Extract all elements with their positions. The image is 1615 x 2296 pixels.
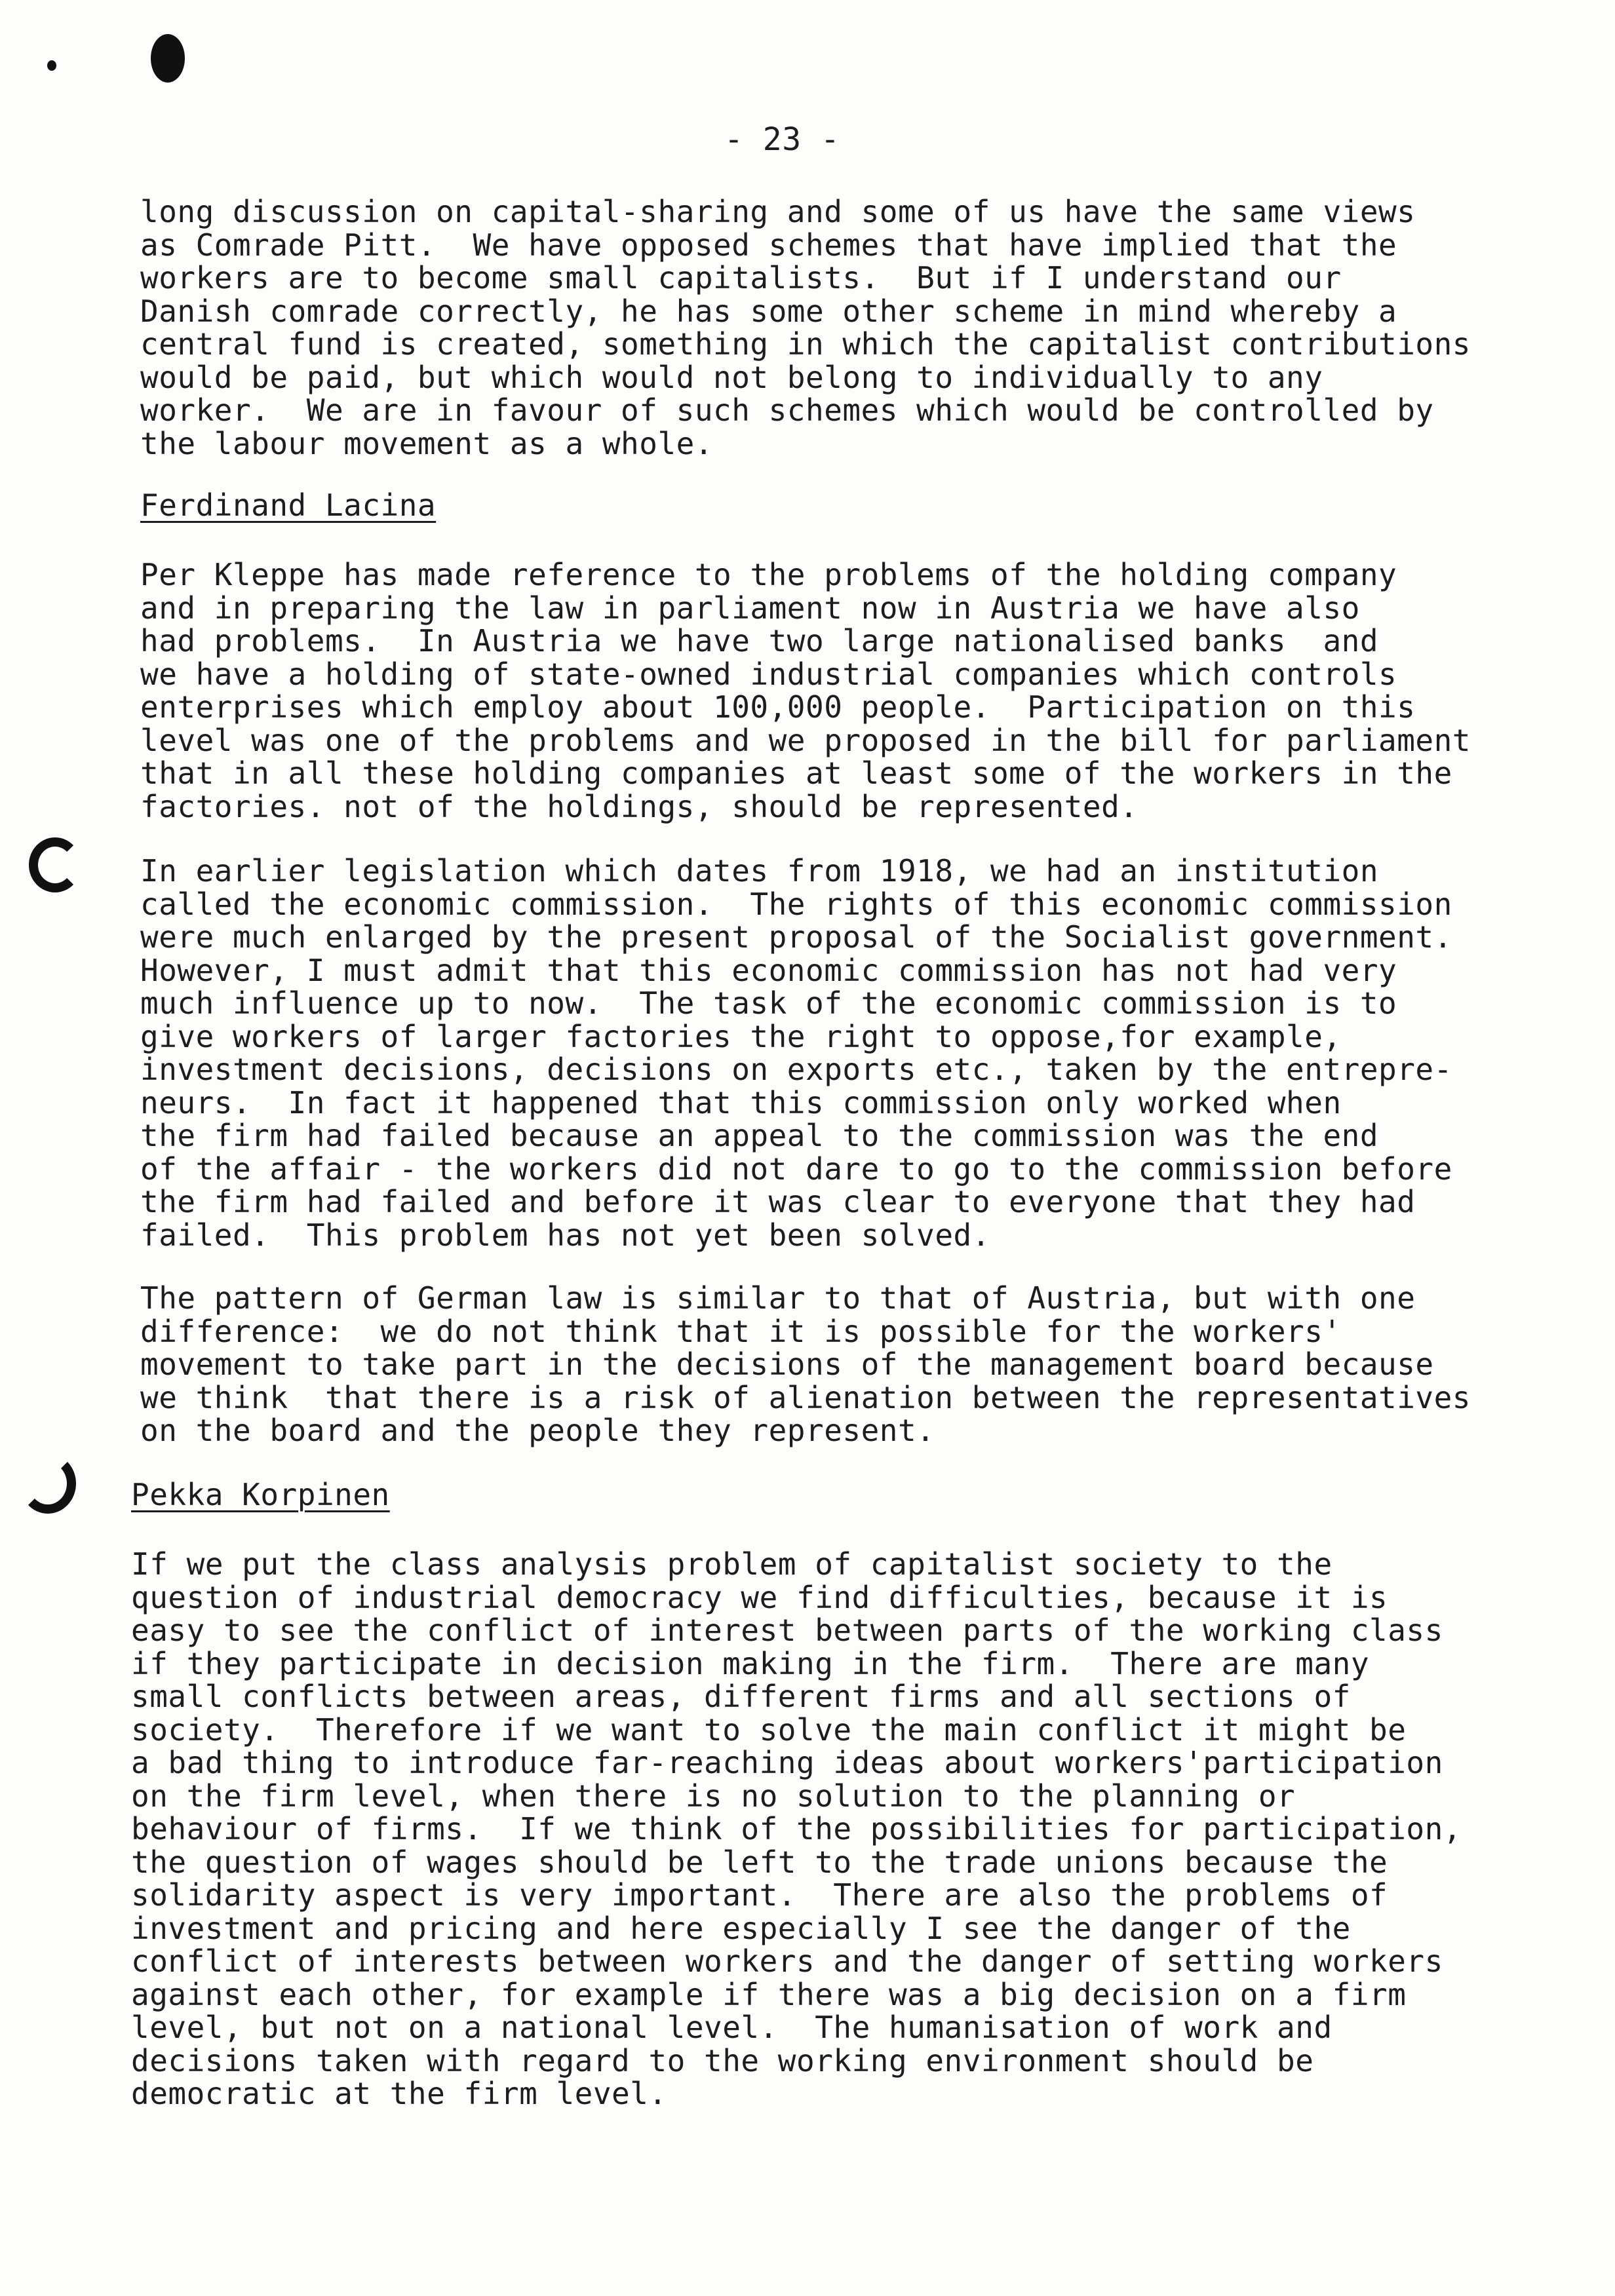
- text-line: the labour movement as a whole.: [140, 425, 714, 461]
- text-line: decisions taken with regard to the working environment should be: [131, 2042, 1314, 2078]
- lacina-paragraph-2: [140, 854, 1549, 1252]
- text-line: central fund is created, something in which the capitalist contributions: [140, 326, 1471, 362]
- speaker-heading-lacina: Ferdinand Lacina: [140, 488, 437, 523]
- text-line: failed. This problem has not yet been solved.: [140, 1217, 990, 1253]
- text-line: we have a holding of state-owned industrial companies which controls: [140, 656, 1397, 692]
- text-line: we think that there is a risk of alienation between the representatives: [140, 1379, 1471, 1415]
- text-line: investment decisions, decisions on exports etc., taken by the entrepre-: [140, 1052, 1452, 1087]
- binder-hole-mark: [29, 837, 81, 892]
- text-line: Per Kleppe has made reference to the problems of the holding company: [140, 557, 1397, 592]
- text-line: long discussion on capital-sharing and some of us have the same views: [140, 194, 1416, 229]
- text-line: against each other, for example if there was a big decision on a firm: [131, 1976, 1407, 2012]
- intro-paragraph: [140, 195, 1549, 460]
- punch-hole-mark: [47, 60, 56, 71]
- text-line: on the board and the people they represent.: [140, 1413, 935, 1448]
- binder-hole-mark: [20, 1453, 76, 1514]
- text-line: a bad thing to introduce far-reaching ideas about workers'participation: [131, 1745, 1443, 1780]
- text-line: investment and pricing and here especially I see the danger of the: [131, 1910, 1351, 1946]
- text-line: on the firm level, when there is no solution to the planning or: [131, 1778, 1296, 1814]
- text-line: Danish comrade correctly, he has some other scheme in mind whereby a: [140, 293, 1397, 329]
- text-line: worker. We are in favour of such schemes which would be controlled by: [140, 392, 1434, 428]
- text-line: and in preparing the law in parliament now in Austria we have also: [140, 590, 1360, 626]
- lacina-paragraph-1: [140, 558, 1549, 823]
- text-line: question of industrial democracy we find difficulties, because it is: [131, 1579, 1388, 1615]
- text-line: conflict of interests between workers and the danger of setting workers: [131, 1943, 1443, 1979]
- text-line: easy to see the conflict of interest between parts of the working class: [131, 1613, 1443, 1648]
- text-line: movement to take part in the decisions of the management board because: [140, 1347, 1434, 1382]
- text-line: that in all these holding companies at least some of the workers in the: [140, 756, 1452, 791]
- text-line: called the economic commission. The rights of this economic commission: [140, 886, 1452, 922]
- text-line: the firm had failed because an appeal to the commission was the end: [140, 1118, 1379, 1153]
- text-line: much influence up to now. The task of the economic commission is to: [140, 985, 1397, 1021]
- text-line: difference: we do not think that it is possible for the workers': [140, 1313, 1342, 1349]
- text-line: However, I must admit that this economic commission has not had very: [140, 952, 1397, 988]
- text-line: The pattern of German law is similar to that of Austria, but with one: [140, 1280, 1416, 1316]
- text-line: neurs. In fact it happened that this commission only worked when: [140, 1084, 1342, 1120]
- speaker-heading-korpinen: Pekka Korpinen: [131, 1477, 390, 1512]
- text-line: small conflicts between areas, different firms and all sections of: [131, 1679, 1351, 1714]
- text-line: as Comrade Pitt. We have opposed schemes that have implied that the: [140, 227, 1397, 263]
- text-line: level, but not on a national level. The humanisation of work and: [131, 2010, 1333, 2045]
- text-line: democratic at the firm level.: [131, 2076, 667, 2111]
- text-line: if they participate in decision making in the firm. There are many: [131, 1645, 1370, 1681]
- text-line: enterprises which employ about 100,000 people. Participation on this: [140, 689, 1416, 725]
- lacina-paragraph-3: [140, 1282, 1549, 1447]
- punch-hole-mark: [151, 34, 185, 83]
- text-line: level was one of the problems and we proposed in the bill for parliament: [140, 722, 1471, 758]
- text-line: solidarity aspect is very important. There are also the problems of: [131, 1877, 1388, 1913]
- text-line: were much enlarged by the present proposal of the Socialist government.: [140, 919, 1452, 955]
- text-line: give workers of larger factories the right to oppose,for example,: [140, 1018, 1342, 1054]
- page-number: - 23 -: [724, 121, 840, 158]
- korpinen-paragraph-1: [131, 1548, 1540, 2111]
- text-line: the question of wages should be left to the trade unions because the: [131, 1844, 1388, 1880]
- text-line: society. Therefore if we want to solve the main conflict it might be: [131, 1712, 1407, 1748]
- text-line: would be paid, but which would not belong to individually to any: [140, 359, 1323, 395]
- text-line: of the affair - the workers did not dare to go to the commission before: [140, 1151, 1452, 1187]
- text-line: the firm had failed and before it was clear to everyone that they had: [140, 1184, 1416, 1219]
- text-line: had problems. In Austria we have two large nationalised banks and: [140, 623, 1379, 659]
- text-line: In earlier legislation which dates from 1918, we had an institution: [140, 853, 1379, 889]
- text-line: workers are to become small capitalists. But if I understand our: [140, 260, 1342, 296]
- text-line: behaviour of firms. If we think of the possibilities for participation,: [131, 1811, 1462, 1846]
- text-line: factories. not of the holdings, should be represented.: [140, 788, 1138, 824]
- text-line: If we put the class analysis problem of capitalist society to the: [131, 1546, 1333, 1582]
